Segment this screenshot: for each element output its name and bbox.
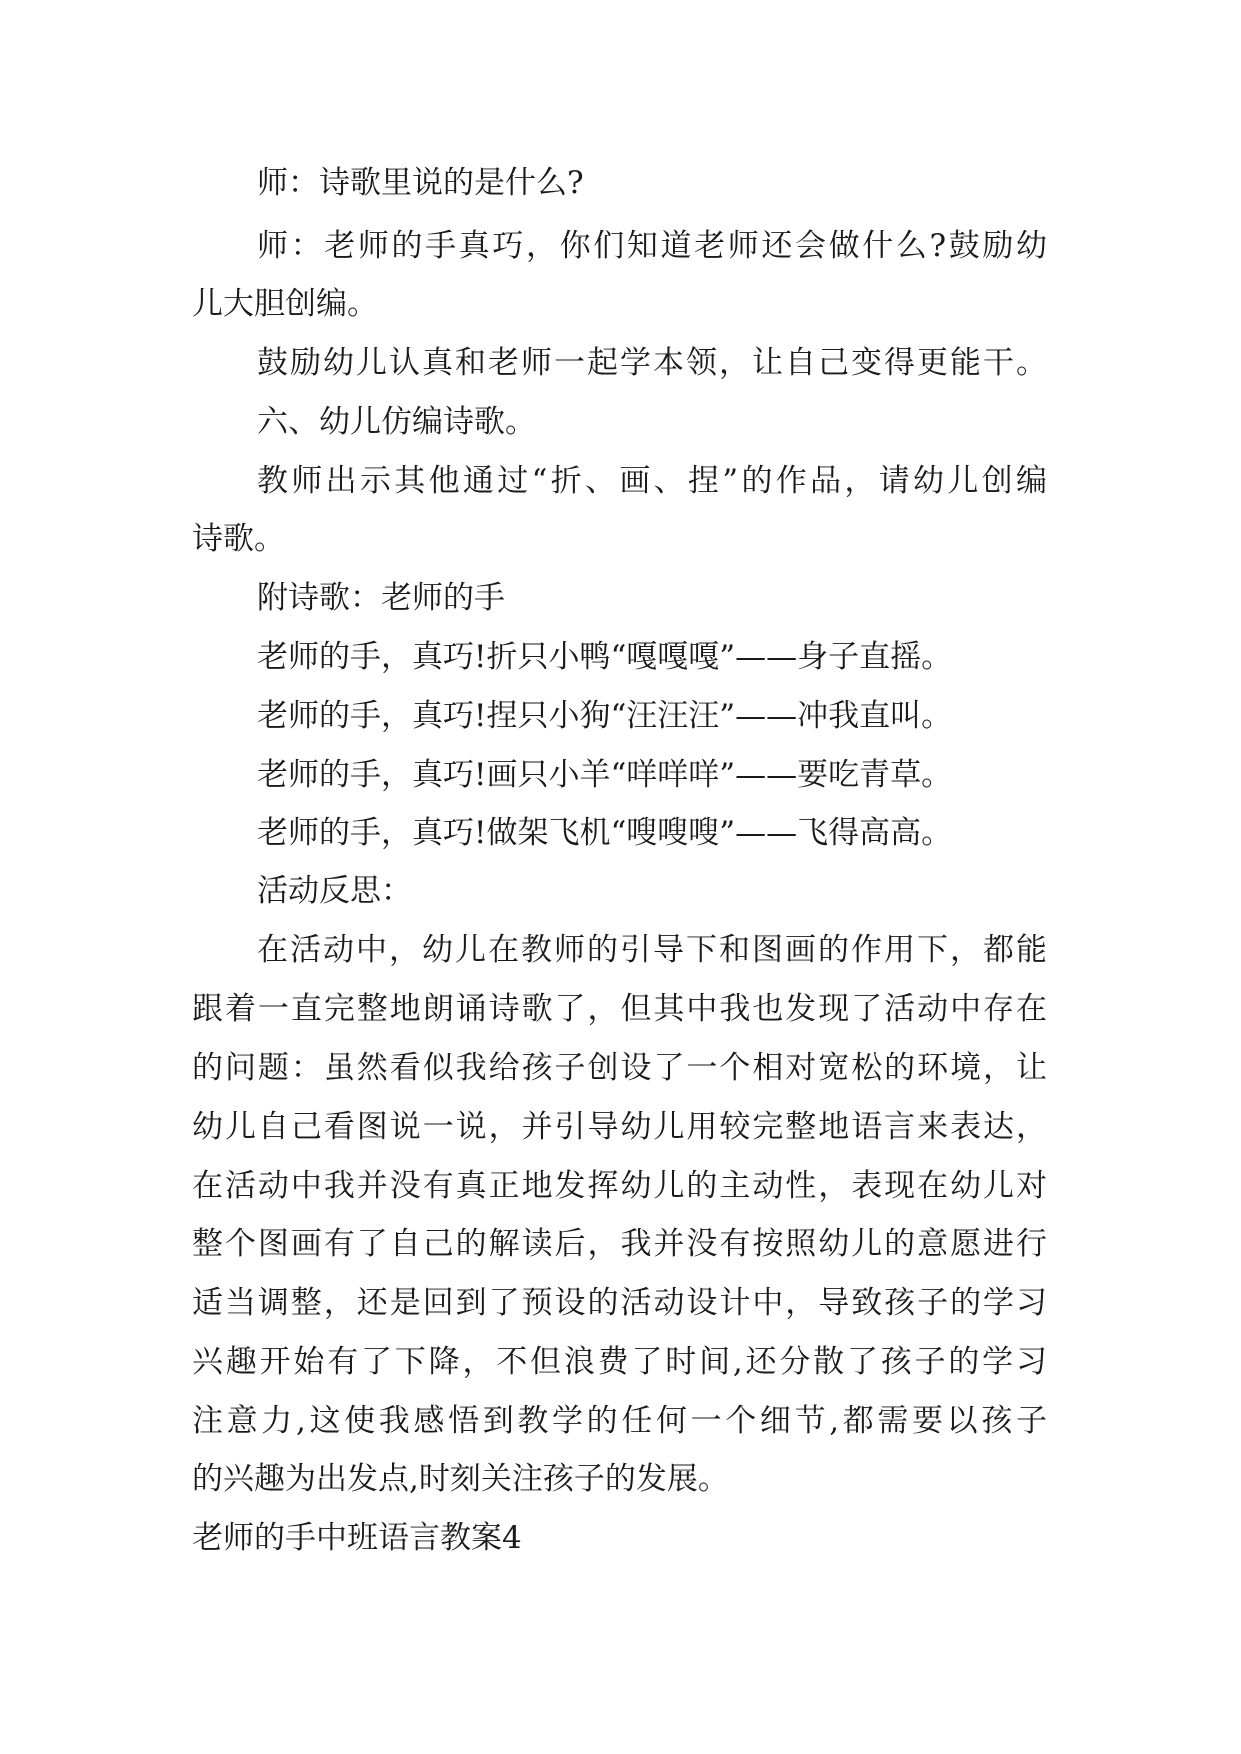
- reflection-line: 在活动中我并没有真正地发挥幼儿的主动性，表现在幼儿对: [192, 1168, 1047, 1204]
- poem-line: 老师的手，真巧!折只小鸭“嘎嘎嘎”——身子直摇。: [257, 639, 953, 675]
- paragraph-line: 教师出示其他通过“折、画、捏”的作品，请幼儿创编: [257, 463, 1047, 499]
- reflection-line: 整个图画有了自己的解读后，我并没有按照幼儿的意愿进行: [192, 1226, 1047, 1262]
- poem-line: 老师的手，真巧!捏只小狗“汪汪汪”——冲我直叫。: [257, 698, 953, 734]
- paragraph-continuation: 儿大胆创编。: [192, 286, 378, 322]
- section-heading: 六、幼儿仿编诗歌。: [257, 404, 536, 440]
- reflection-line: 的问题：虽然看似我给孩子创设了一个相对宽松的环境，让: [192, 1050, 1047, 1086]
- dialogue-line: 师：诗歌里说的是什么?: [257, 165, 584, 201]
- reflection-line: 注意力,这使我感悟到教学的任何一个细节,都需要以孩子: [192, 1403, 1047, 1439]
- poem-line: 老师的手，真巧!做架飞机“嗖嗖嗖”——飞得高高。: [257, 815, 953, 851]
- reflection-line: 兴趣开始有了下降，不但浪费了时间,还分散了孩子的学习: [192, 1344, 1047, 1380]
- reflection-heading: 活动反思：: [257, 873, 412, 909]
- reflection-line: 适当调整，还是回到了预设的活动设计中，导致孩子的学习: [192, 1285, 1047, 1321]
- reflection-line: 的兴趣为出发点,时刻关注孩子的发展。: [192, 1461, 729, 1497]
- section-title: 老师的手中班语言教案4: [192, 1520, 522, 1556]
- reflection-line: 在活动中，幼儿在教师的引导下和图画的作用下，都能: [257, 932, 1047, 968]
- paragraph-line: 鼓励幼儿认真和老师一起学本领，让自己变得更能干。: [257, 345, 1047, 381]
- reflection-line: 幼儿自己看图说一说，并引导幼儿用较完整地语言来表达，: [192, 1109, 1047, 1145]
- paragraph-continuation: 诗歌。: [192, 521, 285, 557]
- poem-line: 老师的手，真巧!画只小羊“咩咩咩”——要吃青草。: [257, 757, 953, 793]
- poem-title: 附诗歌：老师的手: [257, 580, 505, 616]
- reflection-line: 跟着一直完整地朗诵诗歌了，但其中我也发现了活动中存在: [192, 991, 1047, 1027]
- dialogue-line: 师：老师的手真巧，你们知道老师还会做什么?鼓励幼: [257, 228, 1047, 264]
